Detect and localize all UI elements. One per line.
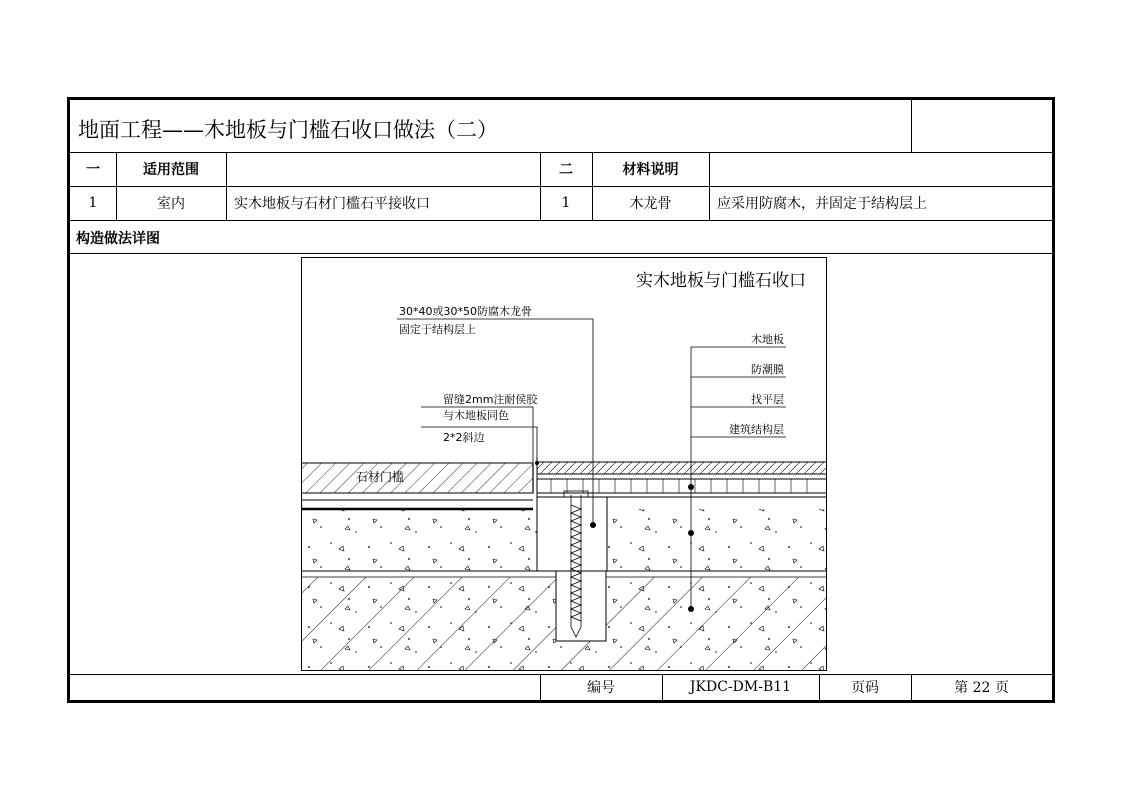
- section-label-scope: 适用范围: [143, 162, 199, 178]
- layer-label-wood-floor: 木地板: [751, 333, 784, 346]
- drawing-sheet: [67, 97, 1055, 703]
- section-number-2: 二: [559, 162, 573, 178]
- footer-page-value: 第 22 页: [954, 680, 1009, 696]
- joint-note-line2: 与木地板同色: [443, 409, 509, 422]
- scope-location: 室内: [157, 196, 185, 212]
- drawing-title: 实木地板与门槛石收口: [636, 271, 806, 291]
- material-name: 木龙骨: [629, 196, 672, 212]
- footer-code-label: 编号: [587, 680, 615, 696]
- page-title: 地面工程——木地板与门槛石收口做法（二）: [78, 118, 498, 142]
- scope-index: 1: [88, 195, 98, 211]
- section-number-1: 一: [86, 162, 100, 178]
- footer-code-value: JKDC-DM-B11: [689, 679, 792, 695]
- footer-page-label: 页码: [851, 680, 879, 696]
- bevel-note: 2*2斜边: [443, 431, 485, 444]
- section-label-materials: 材料说明: [622, 162, 679, 178]
- layer-label-moisture-film: 防潮膜: [751, 363, 784, 376]
- joint-note-line1: 留缝2mm注耐侯胶: [443, 393, 538, 406]
- stone-threshold-label: 石材门槛: [356, 470, 405, 484]
- rule: [70, 253, 1052, 254]
- detail-section-label: 构造做法详图: [76, 231, 160, 247]
- construction-detail-drawing: [301, 257, 827, 671]
- joist-note-line2: 固定于结构层上: [399, 323, 476, 336]
- layer-label-structure: 建筑结构层: [729, 423, 784, 436]
- material-index: 1: [561, 195, 571, 211]
- material-description: 应采用防腐木，并固定于结构层上: [717, 196, 927, 212]
- title-divider: [911, 100, 912, 152]
- layer-label-leveling: 找平层: [751, 393, 784, 406]
- scope-description: 实木地板与石材门槛石平接收口: [234, 196, 430, 212]
- joist-note-line1: 30*40或30*50防腐木龙骨: [399, 305, 532, 318]
- rule: [70, 220, 1052, 221]
